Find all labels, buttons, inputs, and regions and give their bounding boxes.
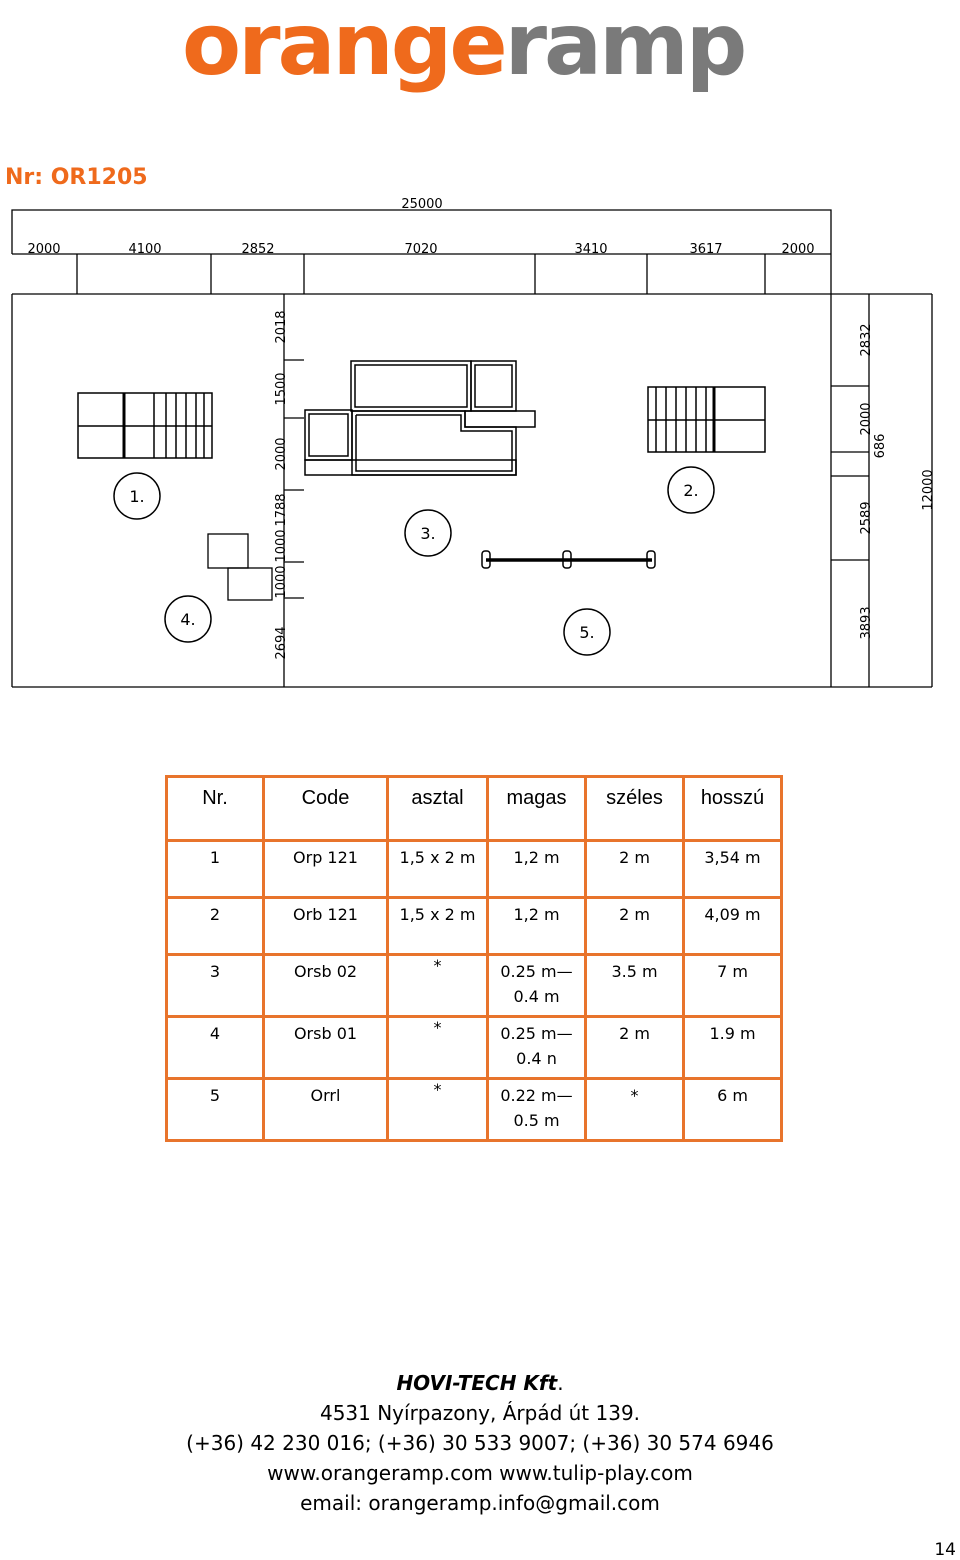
marker-3-label: 3.: [420, 524, 436, 543]
cell: 4: [167, 1017, 264, 1079]
cell: Orrl: [264, 1079, 388, 1141]
cell: 1: [167, 841, 264, 898]
dim-top-2: 4100: [128, 242, 162, 257]
marker-4-label: 4.: [180, 610, 196, 629]
dim-top-5: 3410: [574, 242, 608, 257]
cell: 2 m: [586, 898, 684, 955]
element-2-ramp: [648, 387, 765, 452]
element-5-rail: [482, 551, 655, 568]
dim-top-6: 3617: [689, 242, 723, 257]
cell: Orsb 02: [264, 955, 388, 1017]
cell: Orsb 01: [264, 1017, 388, 1079]
cell: 0.25 m— 0.4 n: [488, 1017, 586, 1079]
cell: 3: [167, 955, 264, 1017]
marker-5: [564, 609, 610, 655]
dim-top-4: 7020: [404, 242, 438, 257]
dim-left-7: 2694: [274, 626, 289, 660]
header-asztal: asztal: [388, 777, 488, 841]
dim-right-3: 686: [873, 433, 888, 459]
header-szeles: széles: [586, 777, 684, 841]
header-magas: magas: [488, 777, 586, 841]
footer-email[interactable]: email: orangeramp.info@gmail.com: [300, 1491, 660, 1515]
cell: 3,54 m: [684, 841, 782, 898]
orangeramp-logo: [182, 0, 782, 95]
cell: *: [388, 1017, 488, 1079]
cell: 1,2 m: [488, 841, 586, 898]
marker-4: [165, 596, 211, 642]
logo-part-orange: orange: [182, 0, 505, 95]
dim-top-1: 2000: [27, 242, 61, 257]
dim-right-5: 3893: [859, 606, 874, 640]
dim-far-right: 12000: [921, 469, 936, 511]
company-dot: .: [557, 1371, 564, 1395]
marker-5-label: 5.: [579, 623, 595, 642]
cell: 0.25 m— 0.4 m: [488, 955, 586, 1017]
element-3-platform: [305, 361, 535, 475]
company-name: HOVI-TECH Kft: [396, 1371, 558, 1395]
cell: 5: [167, 1079, 264, 1141]
cell: Orp 121: [264, 841, 388, 898]
marker-1: [114, 473, 160, 519]
dim-left-3: 2000: [274, 437, 289, 471]
cell: *: [388, 1079, 488, 1141]
cell: 3.5 m: [586, 955, 684, 1017]
dim-right-1: 2832: [859, 323, 874, 357]
dim-left-2: 1500: [274, 372, 289, 406]
header-hosszu: hosszú: [684, 777, 782, 841]
dim-left-1: 2018: [274, 310, 289, 344]
footer: [0, 1368, 960, 1518]
dim-top-7: 2000: [781, 242, 815, 257]
cell: 0.22 m— 0.5 m: [488, 1079, 586, 1141]
marker-1-label: 1.: [129, 487, 145, 506]
header-code: Code: [264, 777, 388, 841]
spec-table: [165, 775, 783, 1142]
table-row: [167, 1079, 782, 1141]
dim-total-width: 25000: [401, 197, 443, 212]
floor-plan: [0, 190, 960, 700]
dim-right-4: 2589: [859, 501, 874, 535]
cell: 1,2 m: [488, 898, 586, 955]
logo-wordmark: [182, 0, 744, 100]
dim-top-3: 2852: [241, 242, 275, 257]
cell: 2: [167, 898, 264, 955]
element-1-ramp: [78, 393, 212, 458]
table-row: [167, 898, 782, 955]
header-nr: Nr.: [167, 777, 264, 841]
footer-phones: (+36) 42 230 016; (+36) 30 533 9007; (+36) 30 574 6946: [186, 1431, 774, 1455]
footer-web-links[interactable]: www.orangeramp.com www.tulip-play.com: [267, 1461, 693, 1485]
document-number: Nr: OR1205: [5, 165, 148, 190]
dim-right-2: 2000: [859, 402, 874, 436]
cell: 1,5 x 2 m: [388, 841, 488, 898]
cell: Orb 121: [264, 898, 388, 955]
cell: 7 m: [684, 955, 782, 1017]
cell: 2 m: [586, 841, 684, 898]
footer-company: [0, 1368, 960, 1398]
table-row: [167, 955, 782, 1017]
cell: 2 m: [586, 1017, 684, 1079]
cell: 6 m: [684, 1079, 782, 1141]
marker-2: [668, 467, 714, 513]
cell: 4,09 m: [684, 898, 782, 955]
page-number: 14: [934, 1540, 956, 1560]
marker-2-label: 2.: [683, 481, 699, 500]
dim-left-4: 1788: [274, 493, 289, 527]
cell: *: [586, 1079, 684, 1141]
cell: 1.9 m: [684, 1017, 782, 1079]
cell: 1,5 x 2 m: [388, 898, 488, 955]
dim-left-5: 1000: [274, 529, 289, 563]
element-4-boxes: [208, 534, 272, 600]
logo-part-ramp: ramp: [504, 0, 745, 95]
table-header-row: [167, 777, 782, 841]
marker-3: [405, 510, 451, 556]
table-row: [167, 1017, 782, 1079]
cell: *: [388, 955, 488, 1017]
dim-left-6: 1000: [274, 565, 289, 599]
footer-address: 4531 Nyírpazony, Árpád út 139.: [319, 1401, 641, 1425]
table-row: [167, 841, 782, 898]
